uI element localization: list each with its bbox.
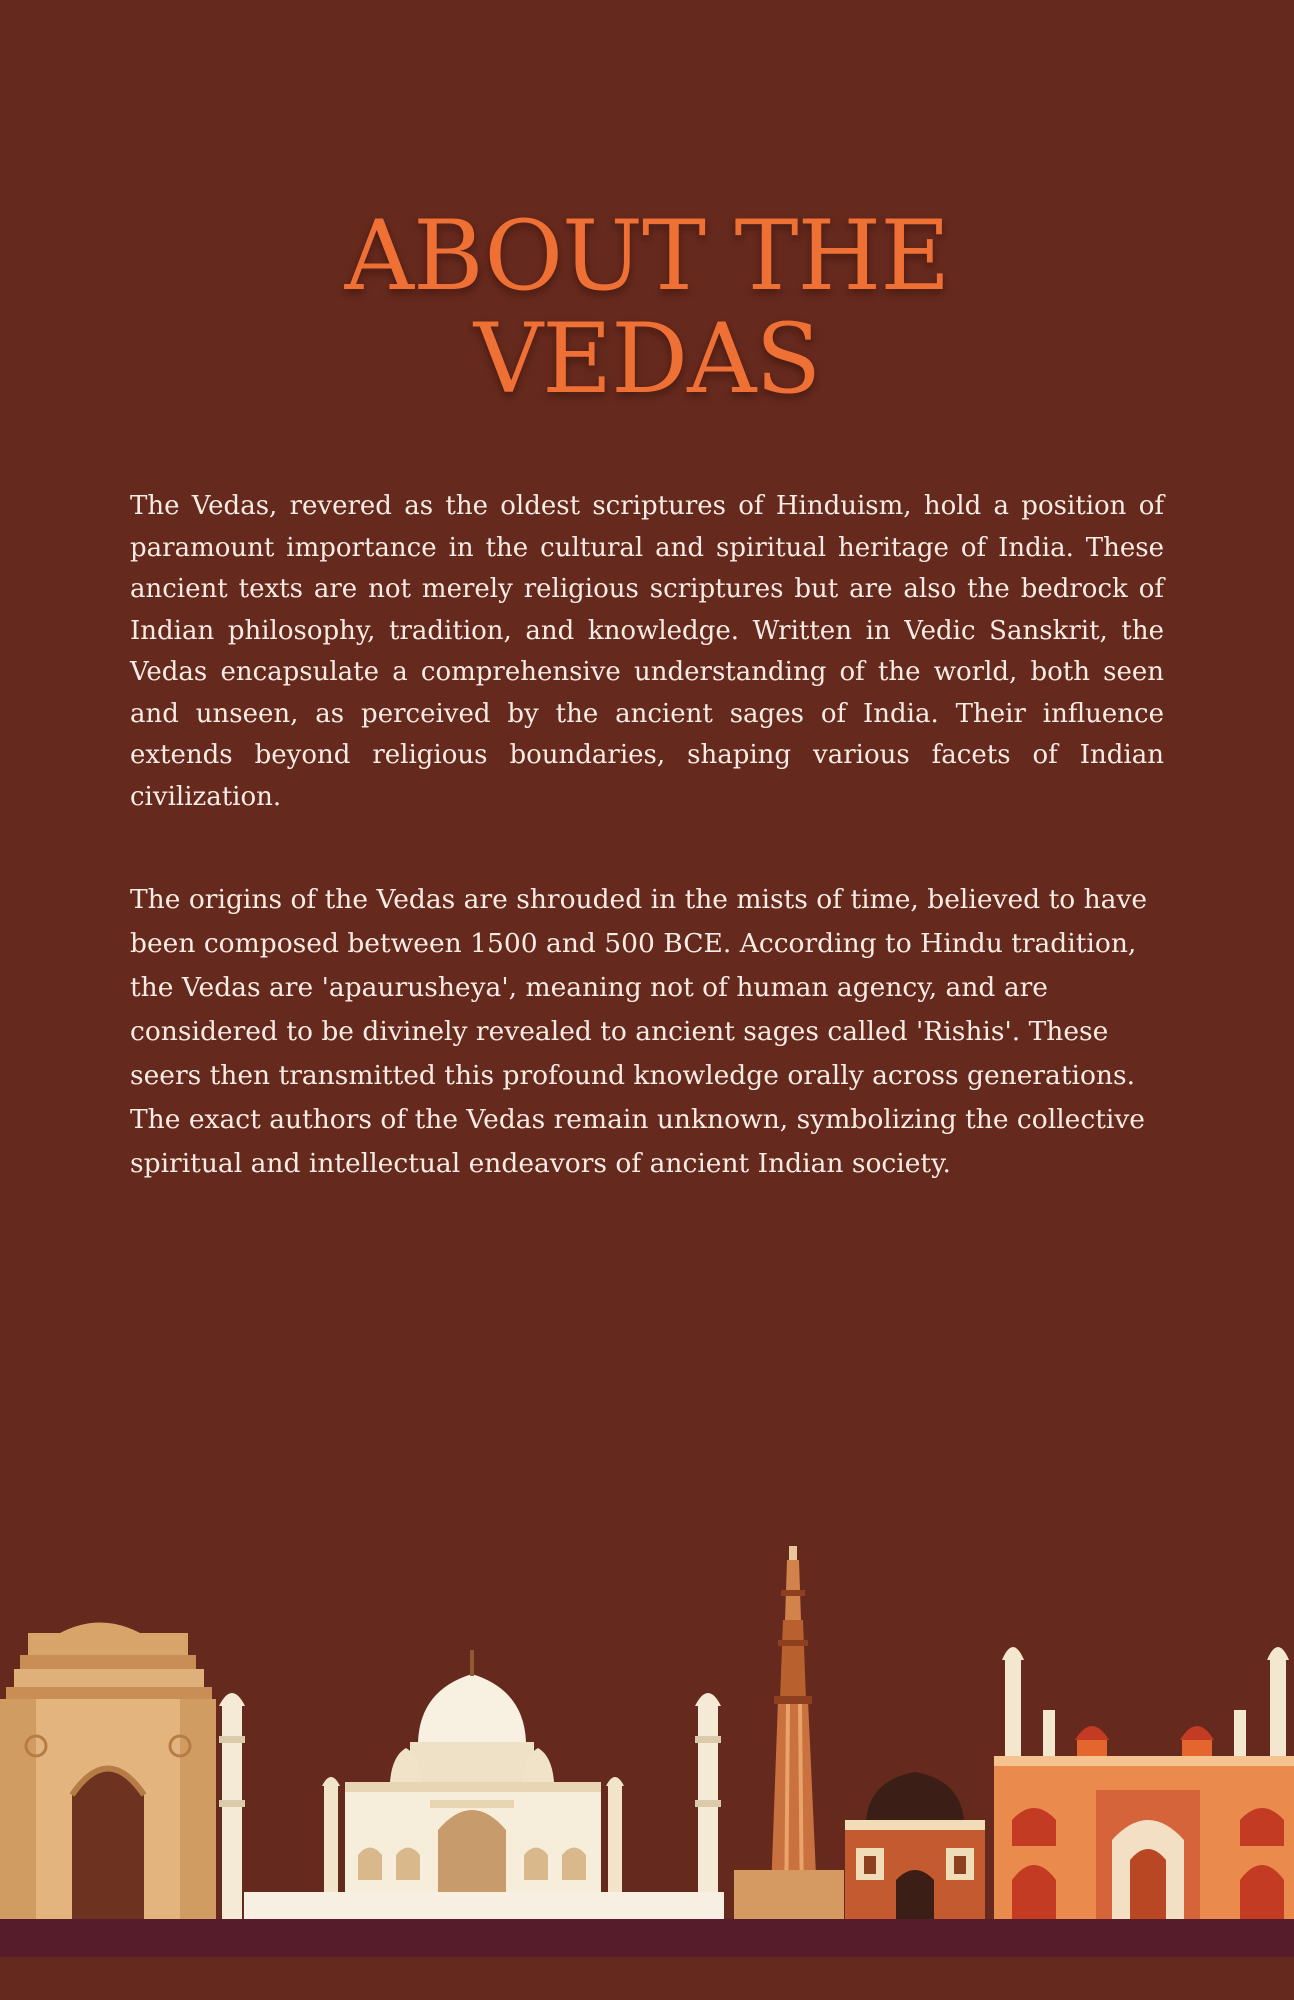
india-gate-illustration bbox=[0, 1623, 216, 1920]
ground-band bbox=[0, 1919, 1294, 1957]
paragraph-intro: The Vedas, revered as the oldest scriptures of Hinduism, hold a position of paramount importance in the cultural and spiritual heritage of India. These ancient texts are not merely religious scriptures but are also the bedrock of Indian philosophy, tradition, and knowledge. Written in Vedic Sanskrit, the Vedas encapsulate a comprehensive understanding of the world, both seen and unseen, as perceived by the ancient sages of India. Their influence extends beyond religious boundaries, shaping various facets of Indian civilization. bbox=[130, 491, 1164, 812]
paragraph-origins: The origins of the Vedas are shrouded in the mists of time, believed to have been composed between 1500 and 500 BCE. According to Hindu tradition, the Vedas are 'apaurusheya', meaning not of human agency, and are considered to be divinely revealed to ancient sages called 'Rishis'. These seers then transmitted this profound knowledge orally across generations. The exact authors of the Vedas remain unknown, symbolizing the collective spiritual and intellectual endeavors of ancient Indian society. bbox=[130, 884, 1148, 1179]
red-fort-gate-illustration bbox=[994, 1647, 1294, 1920]
monument-skyline-illustration bbox=[0, 1530, 1294, 1960]
title-line-2: VEDAS bbox=[473, 303, 821, 415]
page-title bbox=[0, 200, 1294, 415]
qutub-minar-illustration bbox=[734, 1546, 844, 1919]
title-line-1: ABOUT THE bbox=[344, 200, 950, 312]
taj-mahal-illustration bbox=[219, 1650, 724, 1919]
humayun-tomb-illustration bbox=[845, 1772, 985, 1919]
